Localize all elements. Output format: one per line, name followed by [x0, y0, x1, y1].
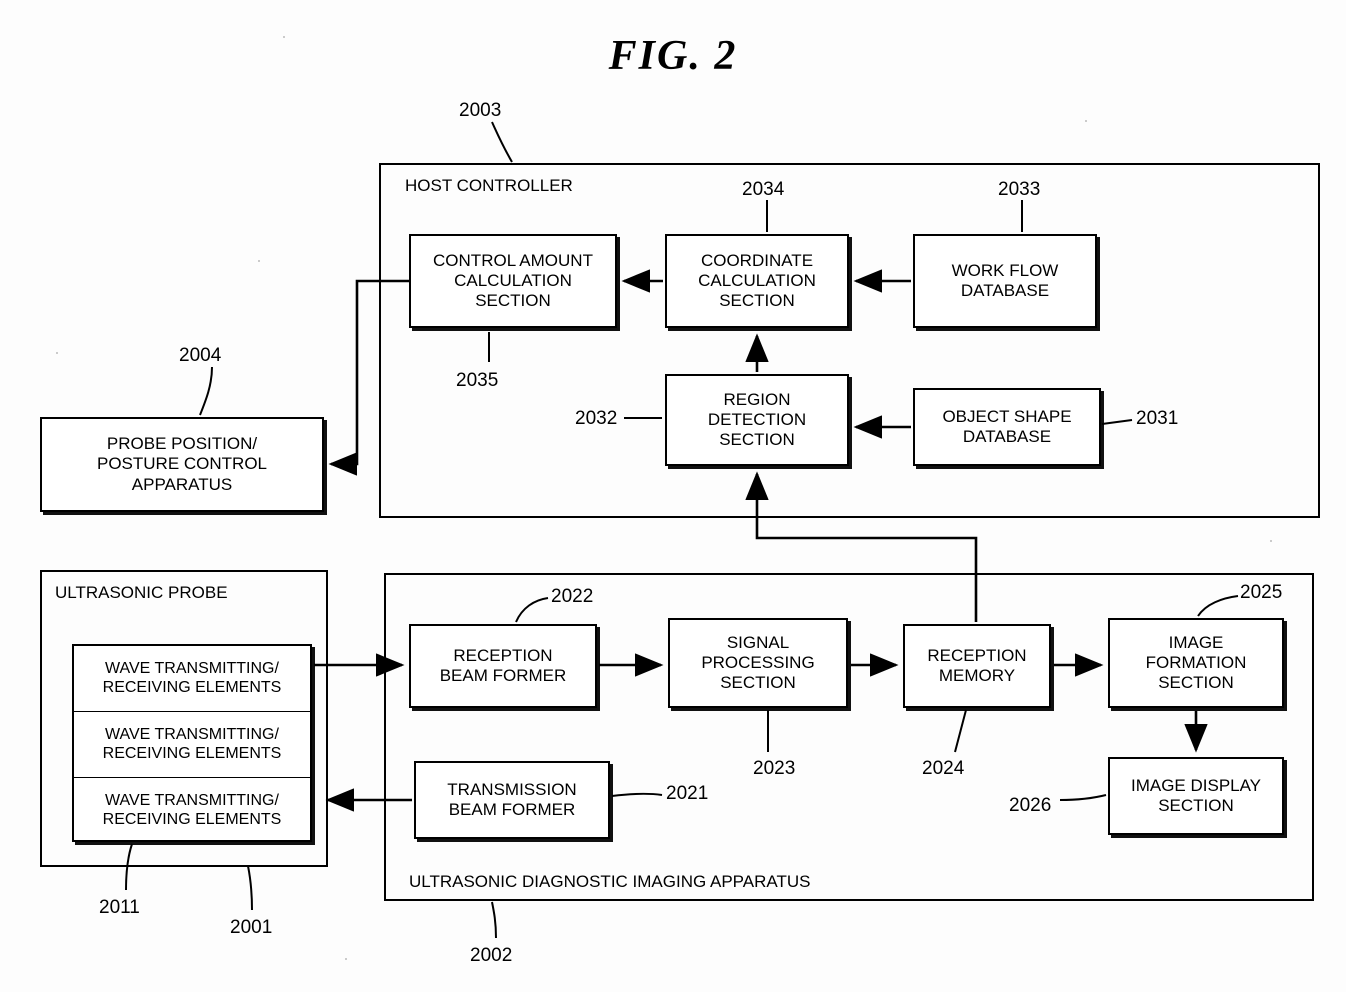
- ref-2024: 2024: [922, 758, 965, 779]
- list-item: WAVE TRANSMITTING/ RECEIVING ELEMENTS: [102, 792, 282, 828]
- ref-2021: 2021: [666, 783, 709, 804]
- block-reception-memory[interactable]: RECEPTION MEMORY: [903, 624, 1051, 708]
- ref-2011: 2011: [99, 897, 140, 918]
- block-control-amount-calculation-section[interactable]: CONTROL AMOUNT CALCULATION SECTION: [409, 234, 617, 328]
- container-ultrasonic-apparatus-label: ULTRASONIC DIAGNOSTIC IMAGING APPARATUS: [409, 872, 811, 891]
- list-item: WAVE TRANSMITTING/ RECEIVING ELEMENTS: [74, 646, 310, 712]
- container-host-controller: [379, 163, 1320, 518]
- block-work-flow-database[interactable]: WORK FLOW DATABASE: [913, 234, 1097, 328]
- ref-2031: 2031: [1136, 408, 1179, 429]
- ref-2034: 2034: [742, 179, 785, 200]
- block-region-detection-section[interactable]: REGION DETECTION SECTION: [665, 374, 849, 466]
- ref-2022: 2022: [551, 586, 594, 607]
- block-reception-beam-former[interactable]: RECEPTION BEAM FORMER: [409, 624, 597, 708]
- ref-2032: 2032: [575, 408, 618, 429]
- ref-2033: 2033: [998, 179, 1041, 200]
- block-object-shape-database[interactable]: OBJECT SHAPE DATABASE: [913, 388, 1101, 466]
- container-host-controller-label: HOST CONTROLLER: [405, 176, 573, 195]
- block-transmission-beam-former[interactable]: TRANSMISSION BEAM FORMER: [414, 761, 610, 839]
- block-image-formation-section[interactable]: IMAGE FORMATION SECTION: [1108, 618, 1284, 708]
- ref-2002: 2002: [470, 945, 513, 966]
- block-probe-position-posture-control-apparatus[interactable]: PROBE POSITION/ POSTURE CONTROL APPARATUS: [40, 417, 324, 512]
- probe-element-stack: [72, 644, 312, 842]
- block-coordinate-calculation-section[interactable]: COORDINATE CALCULATION SECTION: [665, 234, 849, 328]
- ref-2003: 2003: [459, 100, 502, 121]
- list-item: WAVE TRANSMITTING/ RECEIVING ELEMENTS: [74, 712, 310, 778]
- block-image-display-section[interactable]: IMAGE DISPLAY SECTION: [1108, 757, 1284, 835]
- figure-title: FIG. 2: [608, 33, 738, 79]
- container-ultrasonic-probe-label: ULTRASONIC PROBE: [55, 583, 228, 602]
- block-signal-processing-section[interactable]: SIGNAL PROCESSING SECTION: [668, 618, 848, 708]
- ref-2023: 2023: [753, 758, 796, 779]
- ref-2001: 2001: [230, 917, 273, 938]
- ref-2026: 2026: [1009, 795, 1052, 816]
- ref-2025: 2025: [1240, 582, 1283, 603]
- ref-2004: 2004: [179, 345, 222, 366]
- ref-2035: 2035: [456, 370, 499, 391]
